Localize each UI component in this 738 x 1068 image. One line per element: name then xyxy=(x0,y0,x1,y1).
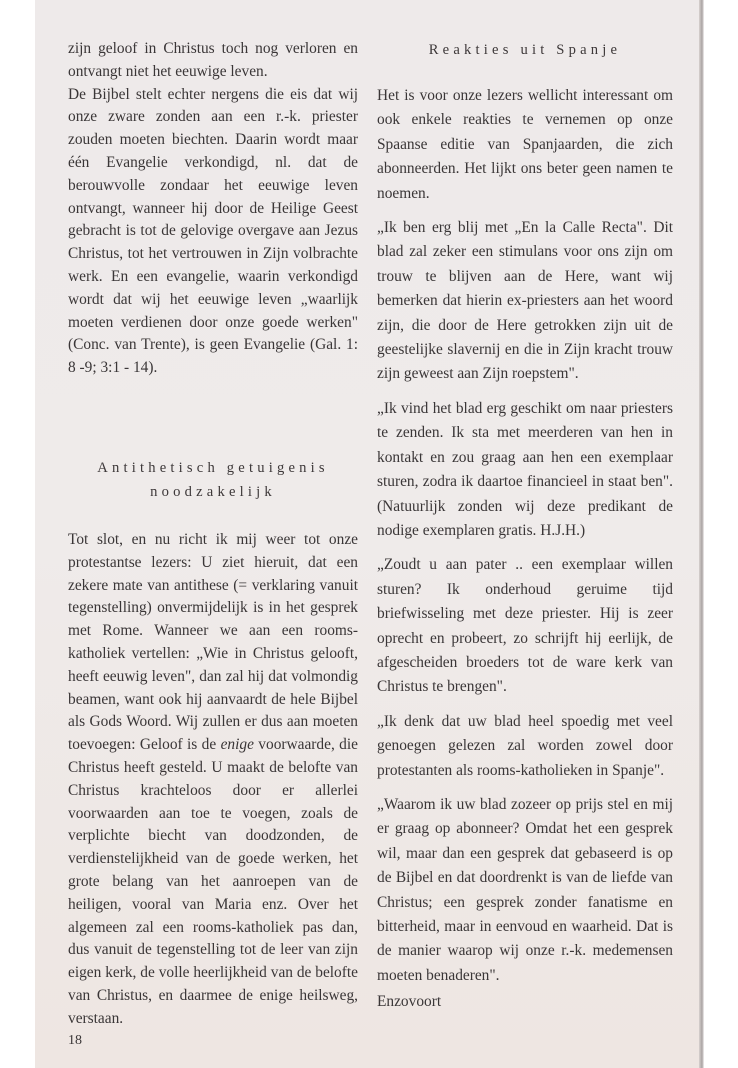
heading-line: noodzakelijk xyxy=(150,483,276,500)
body-paragraph xyxy=(68,529,358,1031)
section-heading-antithetisch xyxy=(68,456,358,504)
body-paragraph: zijn geloof in Christus toch nog verloren en ontvangt niet het eeuwige leven. xyxy=(68,40,358,80)
paragraph-text: voorwaarde, die Christus heeft gesteld. U maakt de belofte van Christus krachteloos door er allerlei voorwaarden aan toe te voegen, zoals de verplichte biecht van doodzonden, de verdienstelijkheid van de goede werken, het grote belang van het aanroepen van de heiligen, vooral van Maria enz. Over het algemeen zal een rooms-katholiek pas dan, dus vanuit de tegenstelling tot de leer van zijn eigen kerk, de volle heerlijkheid van de belofte van Christus, en daarmee de enige heilsweg, verstaan. xyxy=(68,736,358,1027)
section-heading-reakties: Reakties uit Spanje xyxy=(428,42,622,58)
quote-paragraph: „Ik denk dat uw blad heel spoedig met veel genoegen gelezen zal worden zowel door protestanten als rooms-katholieken in Spanje". xyxy=(377,712,673,779)
quote-paragraph: „Waarom ik uw blad zozeer op prijs stel en mij er graag op abonneer? Omdat het een gesprek wil, maar dan een gesprek dat gebaseerd is op de Bijbel en dat doordrenkt is van de liefde van Christus; een gesprek zonder fanatisme en bitterheid, maar in eenvoud en waarheid. Dat is de manier waarop wij onze r.-k. medemensen moeten benaderen". xyxy=(377,795,673,984)
emphasized-word: enige xyxy=(220,736,254,754)
body-paragraph: Het is voor onze lezers wellicht interessant om ook enkele reakties te vernemen op onze Spaanse editie van Spanjaarden, die zich abonneerden. Het lijkt ons beter geen namen te noemen. xyxy=(377,87,673,202)
right-column xyxy=(377,38,673,1025)
body-paragraph: De Bijbel stelt echter nergens die eis dat wij onze zware zonden aan een r.-k. priester zouden moeten biechten. Daarin wordt maar één Evangelie verkondigd, nl. dat de berouwvolle zondaar het eeuwige leven ontvangt, wanneer hij door de Heilige Geest gebracht is tot de gelovige overgave aan Jezus Christus, tot het vertrouwen in Zijn volbrachte werk. En een evangelie, waarin verkondigd wordt dat wij het eeuwige leven „waarlijk moeten verdienen door onze goede werken" (Conc. van Trente), is geen Evangelie (Gal. 1: 8 -9; 3:1 - 14). xyxy=(68,85,358,377)
page-edge-shadow xyxy=(699,0,704,1068)
left-column xyxy=(68,38,358,1052)
quote-paragraph: „Ik ben erg blij met „En la Calle Recta". Dit blad zal zeker een stimulans voor ons zijn om trouw te blijven aan de Here, want wij bemerken dat hierin ex-priesters aan het woord zijn, die door de Here getrokken zijn uit de geestelijke slavernij en die in Zijn kracht trouw zijn geweest aan Zijn roepstem". xyxy=(377,219,673,383)
page-number: 18 xyxy=(68,1033,82,1049)
signature: Enzovoort xyxy=(377,993,442,1011)
quote-paragraph: „Ik vind het blad erg geschikt om naar priesters te zenden. Ik sta met meerderen van hen in kontakt en zou graag aan hen een exemplaar sturen, zodra ik daartoe financieel in staat ben". (Natuurlijk zonden wij deze predikant de nodige exemplaren gratis. H.J.H.) xyxy=(377,399,673,539)
heading-line: Antithetisch getuigenis xyxy=(97,459,329,476)
quote-paragraph: „Zoudt u aan pater .. een exemplaar willen sturen? Ik onderhoud geruime tijd briefwisseling met deze priester. Hij is zeer oprecht en probeert, zo schrijft hij eerlijk, de afgescheiden broeders tot de ware kerk van Christus te brengen". xyxy=(377,556,673,696)
paragraph-text: Tot slot, en nu richt ik mij weer tot onze protestantse lezers: U ziet hieruit, dat een zekere mate van antithese (= verklaring vanuit tegenstelling) onvermijdelijk is in het gesprek met Rome. Wanneer we aan een rooms-katholiek vertellen: „Wie in Christus gelooft, heeft eeuwig leven", dan zal hij dat volmondig beamen, want ook hij aanvaardt de hele Bijbel als Gods Woord. Wij zullen er dus aan moeten toevoegen: Geloof is de xyxy=(68,530,358,754)
